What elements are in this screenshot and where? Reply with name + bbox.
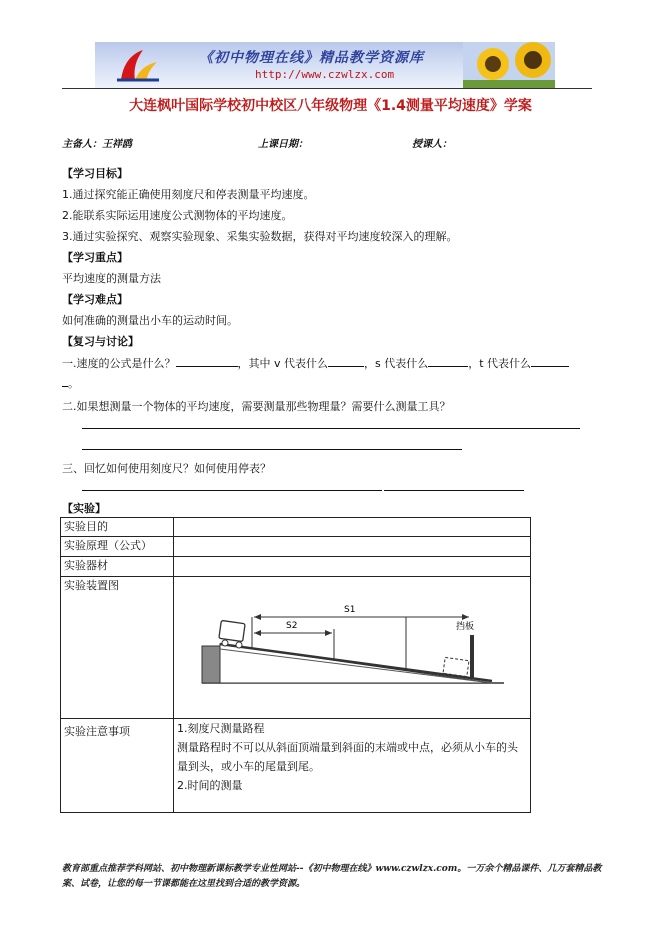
objective-item: 2.能联系实际运用速度公式测物体的平均速度。 <box>62 209 293 222</box>
objectives-heading: 【学习目标】 <box>62 167 128 180</box>
note-line: 2.时间的测量 <box>177 779 243 792</box>
notes-cell <box>174 719 531 813</box>
sunflower-image <box>463 42 555 88</box>
answer-line[interactable] <box>226 490 382 491</box>
review-question-1-end <box>62 375 79 391</box>
review-heading: 【复习与讨论】 <box>62 335 139 348</box>
q1-part-c: ，s 代表什么 <box>364 357 429 370</box>
page-footer: 教育部重点推荐学科网站、初中物理新课标教学专业性网站--《初中物理在线》www.czwlzx.com。一万余个精品课件、几万套精品教案、试卷，让您的每一节课都能在这里找到合适的教学资源。 <box>62 864 602 889</box>
header-rule <box>62 88 592 89</box>
apparatus-diagram <box>174 577 529 715</box>
key-point-text: 平均速度的测量方法 <box>62 272 161 285</box>
note-line: 1.刻度尺测量路程 <box>177 722 265 735</box>
review-question-3: 三、回忆如何使用刻度尺？如何使用停表？ <box>62 462 271 475</box>
q1-part-d: ，t 代表什么 <box>468 357 532 370</box>
answer-blank[interactable] <box>428 356 468 367</box>
table-row <box>61 557 531 577</box>
review-question-1 <box>62 355 569 371</box>
experiment-heading: 【实验】 <box>62 502 106 515</box>
header-banner <box>95 42 555 88</box>
table-row <box>61 719 531 813</box>
answer-line[interactable] <box>82 428 580 429</box>
row-label: 实验装置图 <box>61 577 174 719</box>
row-label: 实验器材 <box>61 557 174 577</box>
answer-line[interactable] <box>384 490 524 491</box>
cart-icon <box>219 620 245 648</box>
row-label: 实验注意事项 <box>61 719 174 813</box>
answer-cell[interactable] <box>174 518 531 537</box>
answer-cell[interactable] <box>174 557 531 577</box>
answer-cell[interactable] <box>174 537 531 557</box>
note-line: 测量路程时不可以从斜面顶端量到斜面的末端或中点，必须从小车的头量到头，或小车的尾量到尾。 <box>177 741 518 773</box>
difficulty-text: 如何准确的测量出小车的运动时间。 <box>62 314 238 327</box>
table-row <box>61 518 531 537</box>
banner-url: http://www.czwlzx.com <box>255 68 395 81</box>
teacher: 授课人： <box>412 139 452 150</box>
site-logo-icon <box>113 46 161 84</box>
table-row <box>61 537 531 557</box>
support-block <box>202 646 220 683</box>
answer-blank[interactable] <box>328 356 364 367</box>
key-point-heading: 【学习重点】 <box>62 251 128 264</box>
difficulty-heading: 【学习难点】 <box>62 293 128 306</box>
cart-end-position-icon <box>443 657 469 676</box>
answer-line[interactable] <box>82 490 226 491</box>
q1-part-b: ，其中 v 代表什么 <box>237 357 329 370</box>
answer-blank[interactable] <box>531 356 569 367</box>
q1-end: 。 <box>68 377 79 390</box>
row-label: 实验原理（公式） <box>61 537 174 557</box>
q1-part-a: 一.速度的公式是什么？ <box>62 357 176 370</box>
s2-label: S2 <box>286 621 298 631</box>
objective-item: 3.通过实验探究、观察实验现象、采集实验数据，获得对平均速度较深入的理解。 <box>62 230 458 243</box>
apparatus-diagram-cell <box>174 577 531 719</box>
experiment-table <box>60 517 531 813</box>
s1-label: S1 <box>344 605 356 615</box>
row-label: 实验目的 <box>61 518 174 537</box>
class-date: 上课日期： <box>258 139 308 150</box>
review-question-2: 二.如果想测量一个物体的平均速度，需要测量那些物理量？需要什么测量工具？ <box>62 400 451 413</box>
banner-slogan: 《初中物理在线》精品教学资源库 <box>199 50 424 66</box>
table-row <box>61 577 531 719</box>
baffle-label: 挡板 <box>456 622 475 632</box>
page-title: 大连枫叶国际学校初中校区八年级物理《1.4测量平均速度》学案 <box>129 98 532 114</box>
baffle <box>470 635 474 679</box>
answer-line[interactable] <box>82 449 462 450</box>
answer-blank[interactable] <box>176 356 238 367</box>
preparer: 主备人：王祥鸥 <box>62 139 132 150</box>
objective-item: 1.通过探究能正确使用刻度尺和停表测量平均速度。 <box>62 188 315 201</box>
